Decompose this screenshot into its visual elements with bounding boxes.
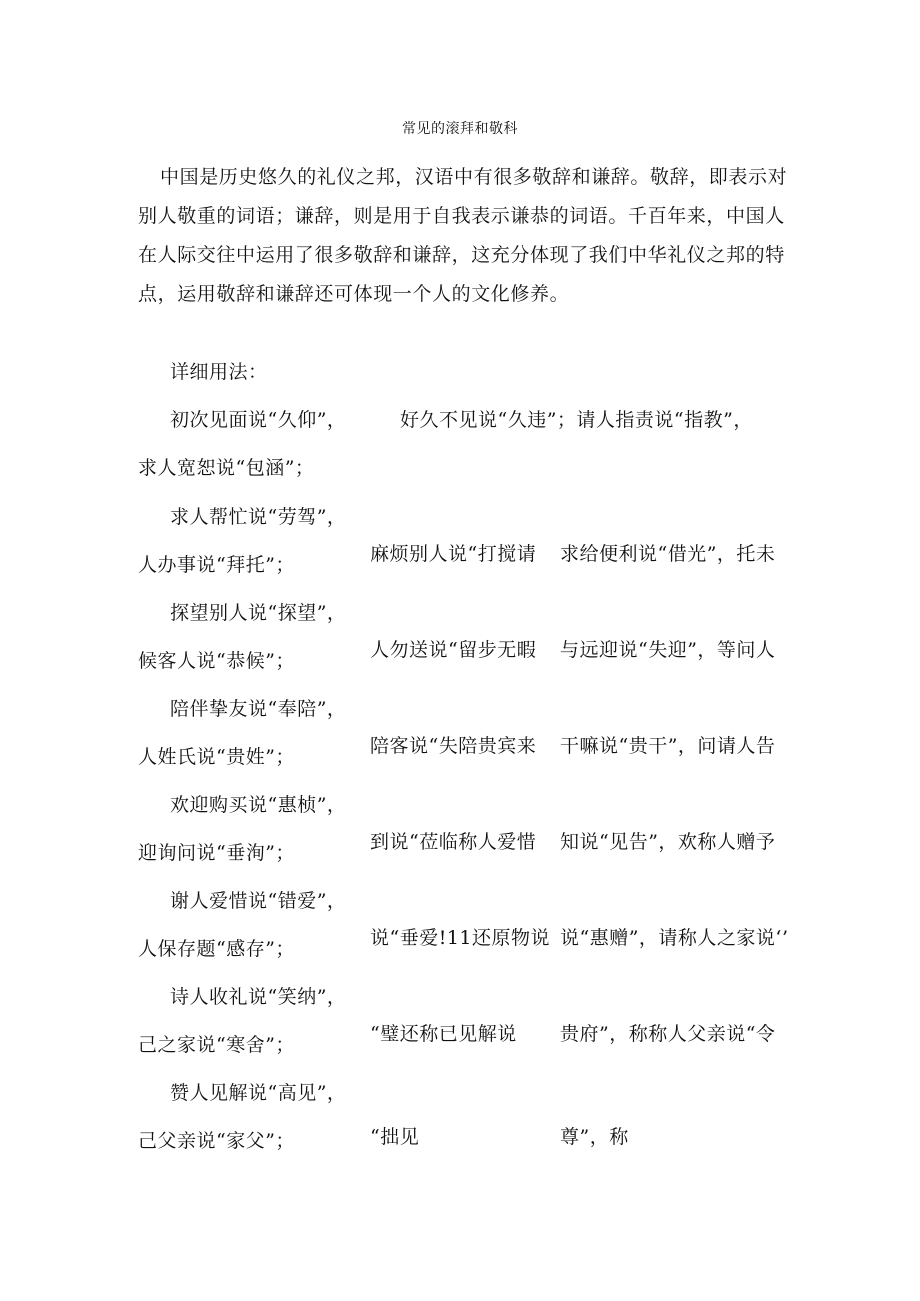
usage-row-a2: 己之家说“寒舍”； xyxy=(138,1034,295,1056)
usage-row-c: 贵府”，称称人父亲说“令 xyxy=(560,1023,776,1045)
usage-row-a2: 候客人说“恭候”； xyxy=(138,650,295,672)
usage-first-left-cont: 求人宽恕说“包涵”； xyxy=(138,457,315,479)
usage-row-a1: 求人帮忙说“劳驾”， xyxy=(170,506,347,528)
usage-row-b: “璧还称已见解说 xyxy=(370,1023,517,1045)
usage-row-a1: 赞人见解说“高见”， xyxy=(170,1082,347,1104)
usage-row-b-clipped xyxy=(370,1126,420,1148)
usage-row-b: 到说“莅临称人爱惜 xyxy=(370,831,537,853)
usage-row-b: “拙见 xyxy=(370,1126,420,1148)
usage-row-b: 麻烦别人说“打搅请 xyxy=(370,543,537,565)
usage-first-left: 初次见面说“久仰”， xyxy=(170,409,347,431)
usage-row-a1: 诗人收礼说“笑纳”， xyxy=(170,986,347,1008)
usage-row-a1: 欢迎购买说“惠桢”， xyxy=(170,794,347,816)
usage-row-c: 与远迎说“失迎”，等问人 xyxy=(560,639,776,661)
usage-row-c: 干嘛说“贵干”，问请人告 xyxy=(560,735,776,757)
usage-row-b: 人勿送说“留步无暇 xyxy=(370,639,537,661)
usage-heading: 详细用法： xyxy=(170,361,268,383)
usage-first-right: 好久不见说“久违”；请人指责说“指教”， xyxy=(400,409,753,431)
usage-row-c-clipped xyxy=(560,1126,629,1148)
usage-row-a2: 迎询问说“垂洵”； xyxy=(138,842,295,864)
usage-row-a2: 人办事说“拜托”； xyxy=(138,554,295,576)
document-title: 常见的滚拜和敬科 xyxy=(402,121,518,137)
usage-row-a1: 陪伴挚友说“奉陪”， xyxy=(170,698,347,720)
usage-row-a1: 谢人爱惜说“错爱”， xyxy=(170,890,347,912)
usage-row-c: 尊”，称 xyxy=(560,1126,629,1148)
usage-row-a2: 己父亲说“家父”； xyxy=(138,1130,295,1152)
usage-row-b: 陪客说“失陪贵宾来 xyxy=(370,735,537,757)
intro-paragraph: 中国是历史悠久的礼仪之邦，汉语中有很多敬辞和谦辞。敬辞，即表示对别人敬重的词语；谦辞，则是用于自我表示谦恭的词语。千百年来，中国人在人际交往中运用了很多敬辞和谦辞，这充分体现了我们中华礼仪之邦的特点，运用敬辞和谦辞还可体现一个人的文化修养。 xyxy=(138,166,788,305)
usage-row-b: 说“垂爱!11还原物说 xyxy=(370,927,551,949)
usage-row-c: 求给便利说“借光”，托未 xyxy=(560,543,776,565)
usage-row-c: 说“惠赠”，请称人之家说‘’ xyxy=(560,927,789,949)
usage-row-a2: 人保存题“感存”； xyxy=(138,938,295,960)
usage-row-a2: 人姓氏说“贵姓”； xyxy=(138,746,295,768)
usage-row-c: 知说“见告”，欢称人赠予 xyxy=(560,831,776,853)
usage-row-a1: 探望别人说“探望”， xyxy=(170,602,347,624)
